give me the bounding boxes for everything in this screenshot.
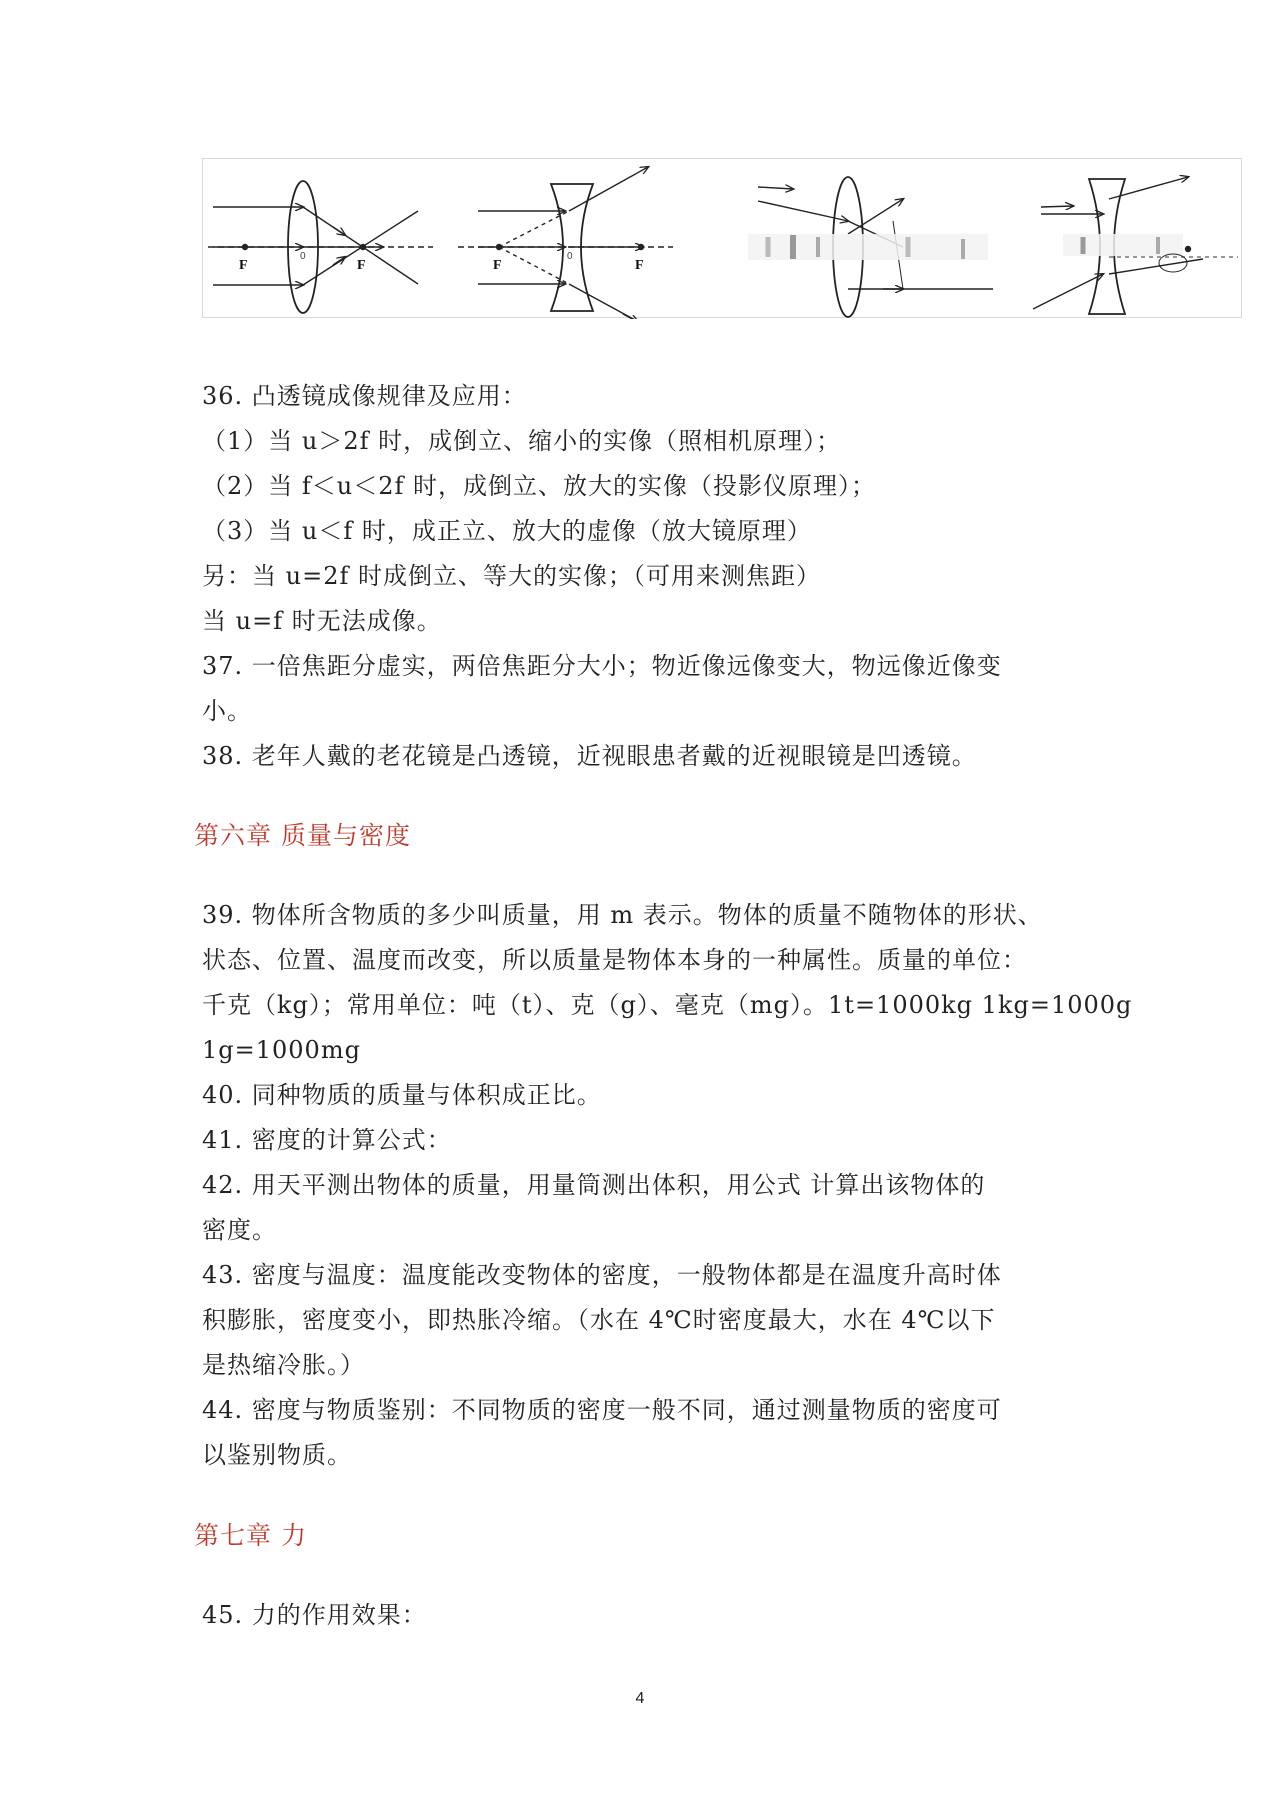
optical-center-label: 0 [300, 251, 306, 262]
text-line: 42. 用天平测出物体的质量，用量筒测出体积，用公式 计算出该物体的 [202, 1171, 986, 1199]
text-line: 37. 一倍焦距分虚实，两倍焦距分大小；物近像远像变大，物远像近像变 [202, 652, 1002, 680]
text-line: 小。 [202, 697, 252, 725]
text-line: 积膨胀，密度变小，即热胀冷缩。（水在 4℃时密度最大，水在 4℃以下 [202, 1306, 996, 1334]
concave-lens-diverging-diagram [458, 167, 673, 319]
chapter-heading: 第六章 质量与密度 [194, 821, 411, 850]
text-line: 1g=1000mg [202, 1036, 361, 1064]
convex-lens-converging-diagram [208, 181, 433, 313]
text-line: 41. 密度的计算公式： [202, 1126, 452, 1154]
text-line: （3）当 u＜f 时，成正立、放大的虚像（放大镜原理） [202, 517, 812, 545]
page-number: 4 [635, 1690, 645, 1707]
text-line: 45. 力的作用效果： [202, 1601, 427, 1629]
focus-label: F [357, 258, 366, 273]
text-line: 当 u=f 时无法成像。 [202, 607, 442, 635]
text-line: 密度。 [202, 1216, 277, 1244]
chapter-heading: 第七章 力 [194, 1521, 307, 1550]
lens-diagram-figure [202, 158, 1242, 318]
focus-label: F [635, 258, 644, 273]
text-line: （1）当 u＞2f 时，成倒立、缩小的实像（照相机原理）； [202, 427, 842, 455]
text-line: 43. 密度与温度：温度能改变物体的密度，一般物体都是在温度升高时体 [202, 1261, 1002, 1289]
focus-label: F [239, 258, 248, 273]
text-line: 是热缩冷胀。） [202, 1351, 365, 1379]
text-line: 状态、位置、温度而改变，所以质量是物体本身的一种属性。质量的单位： [202, 946, 1027, 974]
optical-center-label: 0 [567, 251, 573, 262]
concave-lens-exercise-diagram [1033, 177, 1238, 314]
text-line: （2）当 f＜u＜2f 时，成倒立、放大的实像（投影仪原理）； [202, 472, 877, 500]
text-line: 40. 同种物质的质量与体积成正比。 [202, 1081, 602, 1109]
text-line: 39. 物体所含物质的多少叫质量，用 m 表示。物体的质量不随物体的形状、 [202, 901, 1043, 929]
text-line: 44. 密度与物质鉴别：不同物质的密度一般不同，通过测量物质的密度可 [202, 1396, 1002, 1424]
focus-label: F [493, 258, 502, 273]
text-line: 千克（kg）；常用单位：吨（t）、克（g）、毫克（mg）。1t=1000kg 1kg=1000g [202, 991, 1133, 1019]
text-line: 36. 凸透镜成像规律及应用： [202, 382, 527, 410]
text-line: 38. 老年人戴的老花镜是凸透镜，近视眼患者戴的近视眼镜是凹透镜。 [202, 742, 977, 770]
text-line: 另：当 u=2f 时成倒立、等大的实像；（可用来测焦距） [202, 562, 821, 590]
lens-diagrams [203, 159, 1243, 319]
text-line: 以鉴别物质。 [202, 1441, 352, 1469]
convex-lens-exercise-diagram [748, 177, 993, 317]
